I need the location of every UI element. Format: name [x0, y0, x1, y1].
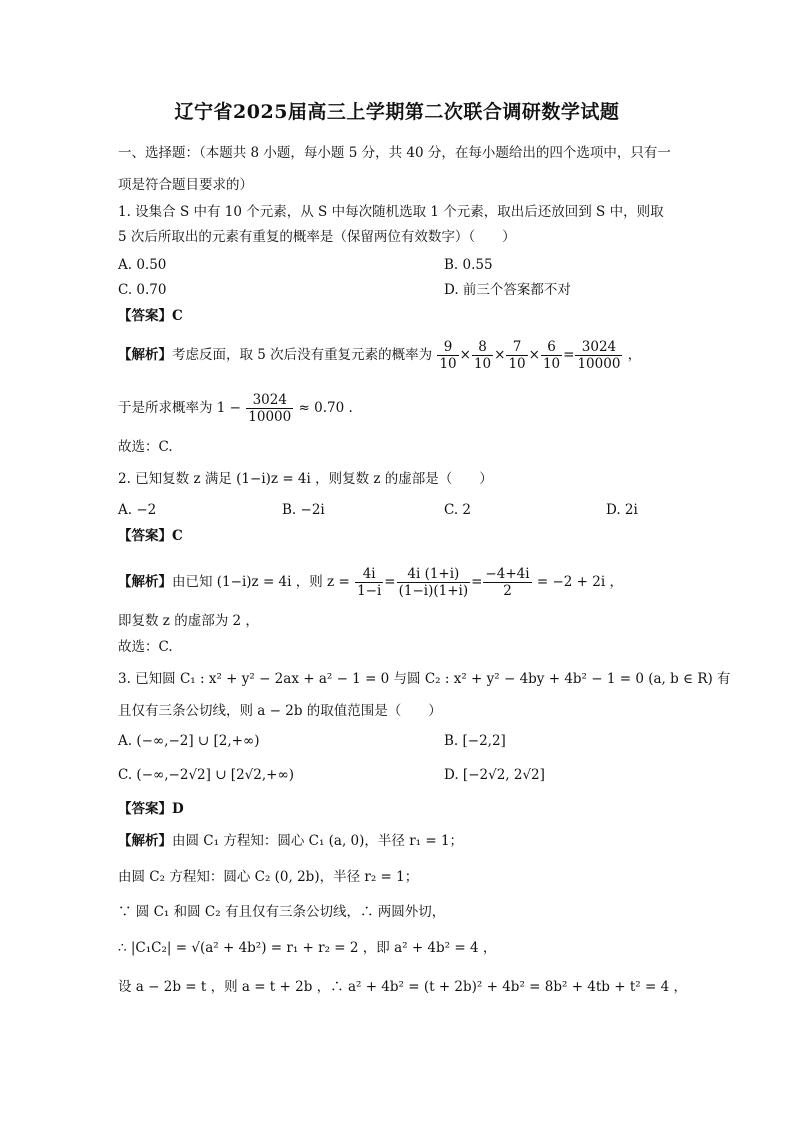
q2-conclusion: 故选：C. [118, 639, 173, 655]
q2-fraction-2: $\frac{4i (1+i)}{(1-i)(1+i)}$ [398, 566, 469, 599]
q3-stem-line1: 3. 已知圆 C₁ : x² + y² − 2ax + a² − 1 = 0 与圆 C₂ : x² + y² − 4by + 4b² − 1 = 0 (a, b ∈ R) 有 [118, 671, 731, 687]
q2-fraction-3: $\frac{-4+4i}{2}$ [485, 566, 530, 599]
q1-conclusion: 故选：C. [118, 439, 173, 455]
page-title: 辽宁省2025届高三上学期第二次联合调研数学试题 [174, 101, 620, 123]
q3-analysis [118, 832, 463, 850]
q3-analysis-line5: 设 a − 2b = t ，则 a = t + 2b ，∴ a² + 4b² = (t + 2b)² + 4b² = 8b² + 4tb + t² = 4 ， [118, 979, 687, 995]
q3-analysis-line2: 由圆 C₂ 方程知：圆心 C₂ (0, 2b)，半径 r₂ = 1； [118, 869, 419, 885]
q2-fraction-1: $\frac{4i}{1-i}$ [357, 566, 382, 599]
q1-option-a: A. 0.50 [118, 257, 167, 273]
q1-probability-line: 于是所求概率为 1 − $\frac{3024}{10000}$ ≈ 0.70 . [118, 392, 353, 425]
q3-analysis-label: 【解析】 [118, 833, 172, 849]
q1-fraction-6: $\frac{3024}{10000}$ [248, 392, 292, 425]
q1-fraction-4: $\frac{6}{10}$ [542, 339, 561, 372]
q1-answer: 【答案】C [118, 308, 183, 324]
q1-fraction-5: $\frac{3024}{10000}$ [577, 339, 621, 372]
q2-imaginary-line: 即复数 z 的虚部为 2 ， [118, 613, 259, 629]
q1-fraction-1: $\frac{9}{10}$ [439, 339, 457, 372]
q2-option-b: B. −2i [282, 502, 325, 518]
q1-option-c: C. 0.70 [118, 282, 167, 298]
q1-analysis: 【解析】考虑反面，取 5 次后没有重复元素的概率为 $\frac{9}{10}$ × $\frac{8}{10}$ × $\frac{7}{10}$ × $\frac{6}{10}$ = $\frac{3024}{10000}$ ， [118, 339, 642, 372]
q2-option-c: C. 2 [444, 502, 472, 518]
section-heading-line2: 项是符合题目要求的） [118, 177, 253, 193]
q2-option-a: A. −2 [118, 502, 157, 518]
q2-stem: 2. 已知复数 z 满足 (1−i)z = 4i ，则复数 z 的虚部是（ ） [118, 471, 493, 487]
q3-option-d: D. [−2√2, 2√2] [444, 767, 545, 783]
q3-option-c: C. (−∞,−2√2] ∪ [2√2,+∞) [118, 767, 294, 783]
q2-option-d: D. 2i [606, 502, 638, 518]
q1-option-b: B. 0.55 [444, 257, 493, 273]
q1-stem-line2: 5 次后所取出的元素有重复的概率是（保留两位有效数字）（ ） [118, 229, 516, 245]
q1-stem-line1: 1. 设集合 S 中有 10 个元素，从 S 中每次随机选取 1 个元素，取出后还放回到 S 中，则取 [118, 204, 664, 220]
q1-fraction-3: $\frac{7}{10}$ [508, 339, 526, 372]
q3-option-b: B. [−2,2] [444, 733, 506, 749]
q3-analysis-text: 由圆 C₁ 方程知：圆心 C₁ (a, 0)，半径 r₁ = 1； [172, 833, 464, 849]
q2-answer: 【答案】C [118, 528, 183, 544]
q3-stem-line2: 且仅有三条公切线，则 a − 2b 的取值范围是（ ） [118, 703, 442, 719]
q1-analysis-text: 考虑反面，取 5 次后没有重复元素的概率为 [172, 347, 433, 363]
q2-analysis: 【解析】由已知 (1−i)z = 4i ，则 z = $\frac{4i}{1-i}$ = $\frac{4i (1+i)}{(1-i)(1+i)}$ = $\frac{-4+4i}{2}$ = −2 + 2i ， [118, 566, 623, 599]
q3-option-a: A. (−∞,−2] ∪ [2,+∞) [118, 733, 260, 749]
q3-analysis-line3: ∵ 圆 C₁ 和圆 C₂ 有且仅有三条公切线，∴ 两圆外切， [118, 904, 446, 920]
q2-analysis-text: 由已知 (1−i)z = 4i ，则 z = [172, 574, 350, 590]
q1-analysis-label: 【解析】 [118, 347, 172, 363]
q2-analysis-label: 【解析】 [118, 574, 172, 590]
q3-answer: 【答案】D [118, 801, 184, 817]
q3-analysis-line4: ∴ |C₁C₂| = √(a² + 4b²) = r₁ + r₂ = 2 ，即 a² + 4b² = 4 ， [118, 940, 497, 956]
q1-fraction-2: $\frac{8}{10}$ [473, 339, 492, 372]
section-heading-line1: 一、选择题：（本题共 8 小题，每小题 5 分，共 40 分，在每小题给出的四个选项中，只有一 [118, 145, 671, 161]
q1-option-d: D. 前三个答案都不对 [444, 282, 571, 298]
